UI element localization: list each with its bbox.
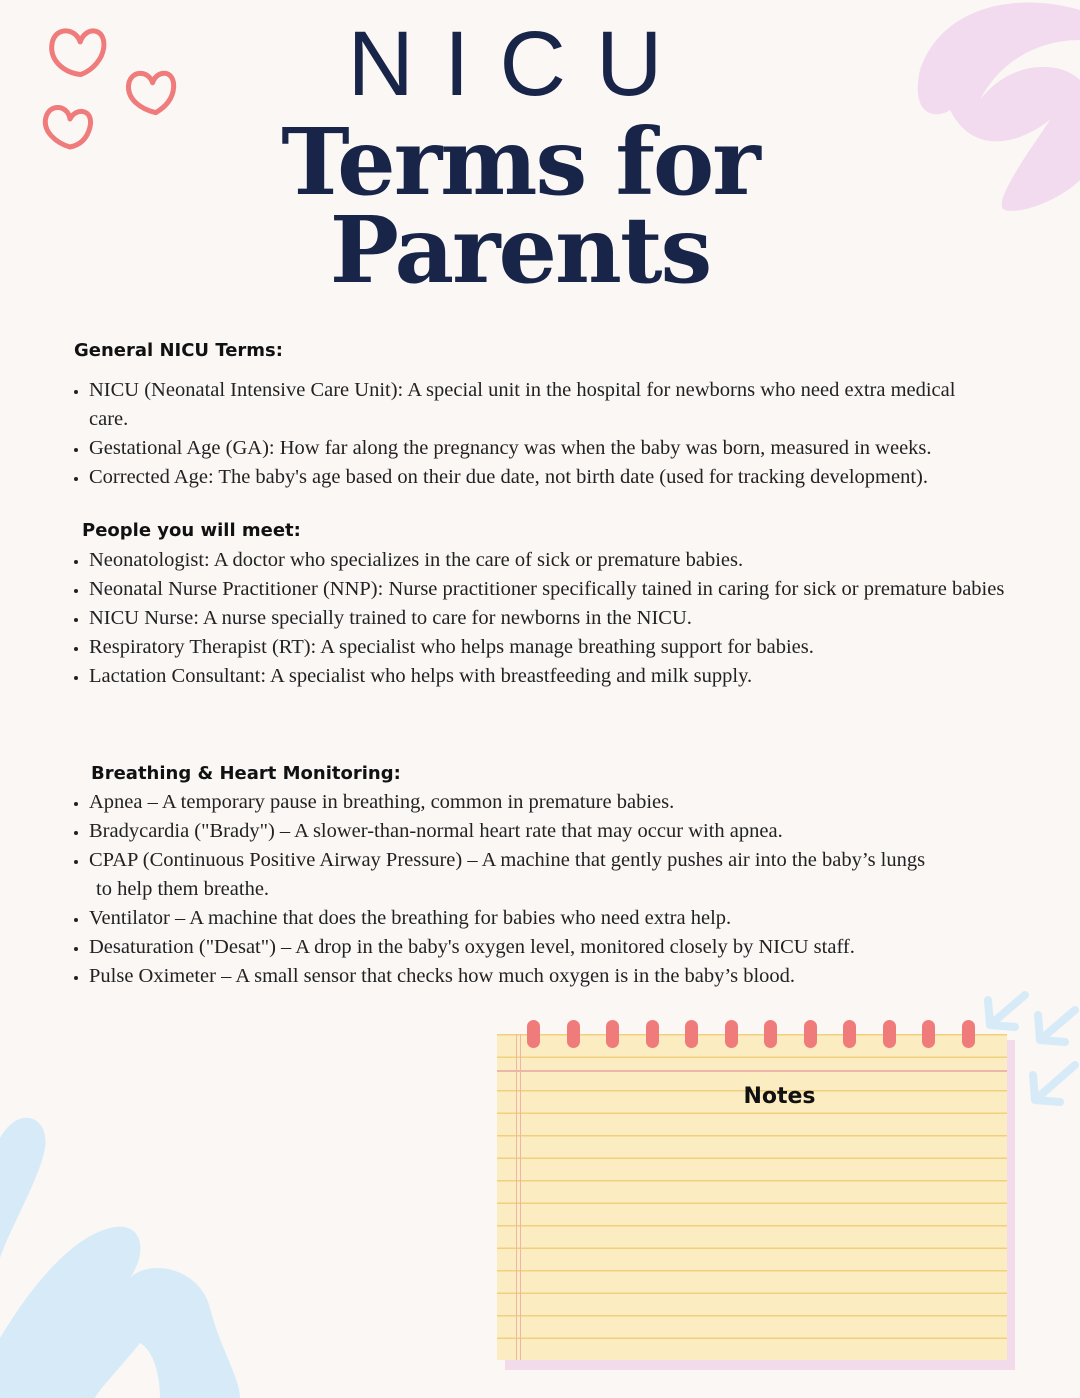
list-item: • Pulse Oximeter – A small sensor that checks how much oxygen is in the baby’s blood. [89,962,925,991]
list-item: • Apnea – A temporary pause in breathing, common in premature babies. [89,788,925,817]
spiral-ring [725,1020,738,1048]
general-terms-list [68,376,1049,492]
blue-brush-swoosh [0,1108,250,1398]
list-item: • Bradycardia ("Brady") – A slower-than-normal heart rate that may occur with apnea. [89,817,925,846]
spiral-ring [883,1020,896,1048]
list-item: • Corrected Age: The baby's age based on their due date, not birth date (used for tracking development). [89,463,1049,492]
list-item: • Ventilator – A machine that does the breathing for babies who need extra help. [89,904,925,933]
list-item: • Respiratory Therapist (RT): A specialist who helps manage breathing support for babies. [89,633,1079,662]
spiral-rings [527,1020,975,1048]
list-item: • Lactation Consultant: A specialist who helps with breastfeeding and milk supply. [89,662,1079,691]
section-heading-people: People you will meet: [82,520,301,541]
title-terms-for-parents [0,108,1040,304]
spiral-ring [962,1020,975,1048]
list-item: • NICU Nurse: A nurse specially trained to care for newborns in the NICU. [89,604,1079,633]
section-heading-breathing: Breathing & Heart Monitoring: [91,763,401,784]
notes-top-rule [497,1070,1007,1072]
spiral-ring [606,1020,619,1048]
spiral-ring [922,1020,935,1048]
list-item: • Neonatal Nurse Practitioner (NNP): Nurse practitioner specifically tained in caring for sick or premature babies [89,575,1079,604]
list-item: • Desaturation ("Desat") – A drop in the baby's oxygen level, monitored closely by NICU staff. [89,933,925,962]
spiral-ring [685,1020,698,1048]
list-item: • NICU (Neonatal Intensive Care Unit): A special unit in the hospital for newborns who need extra medical care. [89,376,999,434]
list-item: • Neonatologist: A doctor who specializes in the care of sick or premature babies. [89,546,1079,575]
notes-pad [497,1020,1017,1370]
title-line-2: Parents [329,196,711,304]
spiral-ring [646,1020,659,1048]
spiral-ring [527,1020,540,1048]
list-item-continuation: to help them breathe. [96,878,270,900]
spiral-ring [567,1020,580,1048]
people-list [68,546,1079,691]
list-item: • Gestational Age (GA): How far along the pregnancy was when the baby was born, measured in weeks. [89,434,1049,463]
section-heading-general: General NICU Terms: [74,340,283,361]
list-item-text: CPAP (Continuous Positive Airway Pressure) – A machine that gently pushes air into the baby’s lungs [89,849,926,871]
breathing-list [68,788,925,991]
title-line-1: Terms for [281,108,759,216]
list-item [89,846,925,904]
title-nicu: NICU [347,13,693,115]
spiral-ring [804,1020,817,1048]
notes-paper [497,1034,1007,1360]
spiral-ring [843,1020,856,1048]
notes-title: Notes [743,1084,816,1109]
spiral-ring [764,1020,777,1048]
